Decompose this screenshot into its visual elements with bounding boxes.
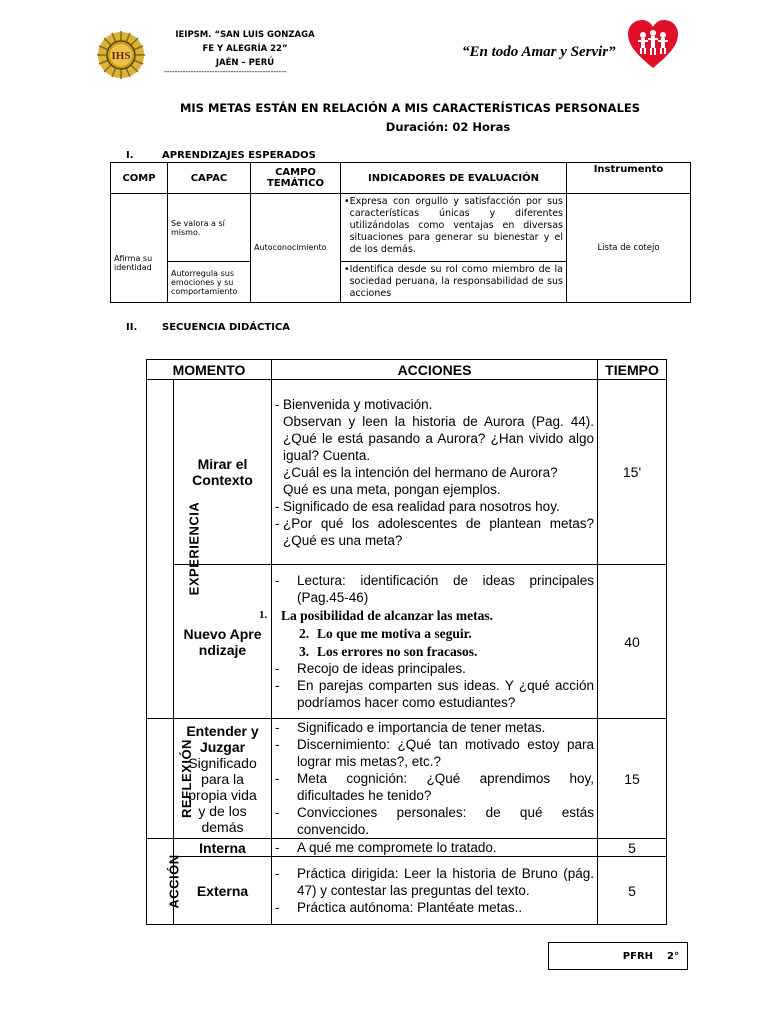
school-name-line: JAÉN – PERÚ [215, 58, 275, 68]
list-dash: - [275, 900, 280, 915]
actions-cell [272, 719, 598, 839]
school-name-line: IEIPSM. “SAN LUIS GONZAGA [175, 30, 315, 40]
key-idea: Los errores no son fracasos. [317, 644, 478, 659]
list-dash: - [275, 866, 280, 881]
list-dash: - [275, 737, 280, 752]
grade-label: 2° [667, 950, 679, 962]
phase-label: REFLEXIÓN [178, 738, 194, 818]
bullet-icon: • [344, 196, 350, 207]
actions-cell [272, 839, 598, 857]
key-idea: Lo que me motiva a seguir. [317, 626, 472, 641]
capacity-cell: Se valora a sí mismo. [168, 194, 251, 262]
list-dash: - [275, 771, 280, 786]
table-header: CAMPO TEMÁTICO [251, 163, 341, 194]
section-label: APRENDIZAJES ESPERADOS [162, 150, 316, 161]
action-item: Discernimiento: ¿Qué tan motivado estoy para lograr mis metas?, etc.? [297, 737, 595, 769]
indicator-cell [341, 194, 567, 262]
course-footer-box [548, 942, 688, 970]
didactic-sequence-table [146, 359, 667, 925]
list-dash: - [275, 720, 280, 735]
indicator-text: Expresa con orgullo y satisfacción por sus características únicas y diferentes utilizándolas como ventajas en diversas situaciones para generar su bienestar y el de los demás. [349, 196, 563, 255]
action-item: Lectura: identificación de ideas principales (Pag.45-46) [297, 573, 595, 605]
topic-cell: Autoconocimiento [251, 194, 341, 303]
action-item: A qué me compromete lo tratado. [297, 840, 497, 855]
list-dash: - [275, 678, 280, 693]
indicator-cell [341, 262, 567, 303]
action-item: Práctica dirigida: Leer la historia de Bruno (pág. 47) y contestar las preguntas del texto. [297, 866, 595, 898]
actions-cell [272, 380, 598, 565]
action-item: Significado de esa realidad para nosotros hoy. [283, 498, 560, 514]
list-dash: - [275, 515, 280, 531]
list-dash: - [275, 661, 280, 676]
table-header: COMP [111, 163, 168, 194]
list-number: 3. [299, 644, 310, 659]
instrument-cell: Lista de cotejo [567, 194, 691, 303]
list-number: 1. [259, 609, 268, 621]
section-heading [126, 322, 290, 333]
indicator-text: Identifica desde su rol como miembro de la sociedad peruana, la responsabilidad de sus acciones [349, 264, 563, 299]
action-item: Meta cognición: ¿Qué aprendimos hoy, dificultades he tenido? [297, 771, 595, 803]
phase-label: ACCIÓN [166, 853, 182, 909]
moment-cell: Nuevo Aprendizaje [174, 565, 272, 719]
moment-cell: Interna [174, 839, 272, 857]
fe-y-alegria-heart-logo [626, 18, 680, 72]
table-header: TIEMPO [598, 360, 667, 380]
competence-cell: Afirma su identidad [111, 194, 168, 303]
list-dash: - [275, 396, 280, 412]
svg-text:IHS: IHS [111, 50, 131, 62]
list-dash: - [275, 498, 280, 514]
action-item: Convicciones personales: de qué estás convencido. [297, 805, 595, 837]
list-dash: - [275, 805, 280, 820]
phase-label: EXPERIENCIA [186, 501, 202, 596]
phase-label-cell [147, 719, 194, 839]
action-item: Bienvenida y motivación. [283, 396, 433, 412]
table-header: ACCIONES [272, 360, 598, 380]
actions-cell [272, 857, 598, 925]
table-header: MOMENTO [147, 360, 272, 380]
document-title: MIS METAS ESTÁN EN RELACIÓN A MIS CARACTERÍSTICAS PERSONALES [179, 101, 641, 115]
table-header: Instrumento [567, 163, 691, 194]
action-item: Qué es una meta, pongan ejemplos. [283, 481, 501, 497]
learning-outcomes-table [110, 162, 691, 303]
action-item: En parejas comparten sus ideas. Y ¿qué acción podríamos hacer como estudiantes? [297, 678, 595, 710]
section-number: II. [126, 322, 138, 333]
list-dash: - [275, 573, 280, 588]
list-dash [275, 464, 283, 481]
time-cell: 5 [598, 857, 667, 925]
action-item: Observan y leen la historia de Aurora (Pag. 44). ¿Qué le está pasando a Aurora? ¿Han vivido algo igual? Cuenta. [283, 413, 595, 463]
action-item: ¿Por qué los adolescentes de plantean metas? ¿Qué es una meta? [283, 515, 595, 548]
action-item: Significado e importancia de tener metas. [297, 720, 546, 735]
capacity-cell: Autorregula sus emociones y su comportamiento [168, 262, 251, 303]
section-label: SECUENCIA DIDÁCTICA [162, 322, 290, 333]
table-header: CAPAC [168, 163, 251, 194]
school-name [150, 28, 340, 70]
school-crest-logo [96, 30, 146, 80]
header-divider: ---------------------------------------------- [164, 67, 287, 76]
list-number: 2. [299, 626, 310, 641]
moment-cell: Mirar el Contexto [174, 380, 272, 565]
time-cell: 5 [598, 839, 667, 857]
duration: Duración: 02 Horas [385, 120, 511, 134]
moment-subtitle: Significado para la propia vida y de los demás [188, 754, 257, 835]
time-cell: 40 [598, 565, 667, 719]
table-header: INDICADORES DE EVALUACIÓN [341, 163, 567, 194]
course-name: PFRH [622, 950, 654, 962]
actions-cell [259, 565, 598, 719]
school-name-line: FE Y ALEGRÍA 22” [202, 44, 288, 54]
list-dash [275, 413, 283, 464]
action-item: Recojo de ideas principales. [297, 661, 466, 676]
phase-label-cell [147, 839, 182, 925]
time-cell: 15 [598, 719, 667, 839]
action-item: ¿Cuál es la intención del hermano de Aurora? [283, 464, 558, 480]
motto: “En todo Amar y Servir” [462, 44, 616, 60]
phase-label-cell [147, 380, 202, 719]
moment-title: Entender y Juzgar [186, 722, 259, 755]
section-number: I. [126, 150, 134, 161]
bullet-icon: • [344, 264, 350, 275]
action-item: Práctica autónoma: Plantéate metas.. [297, 900, 523, 915]
moment-cell: Externa [174, 857, 272, 925]
list-dash: - [275, 840, 280, 855]
list-dash [275, 481, 283, 498]
time-cell: 15' [598, 380, 667, 565]
key-idea: La posibilidad de alcanzar las metas. [281, 608, 494, 623]
section-heading [126, 150, 316, 161]
